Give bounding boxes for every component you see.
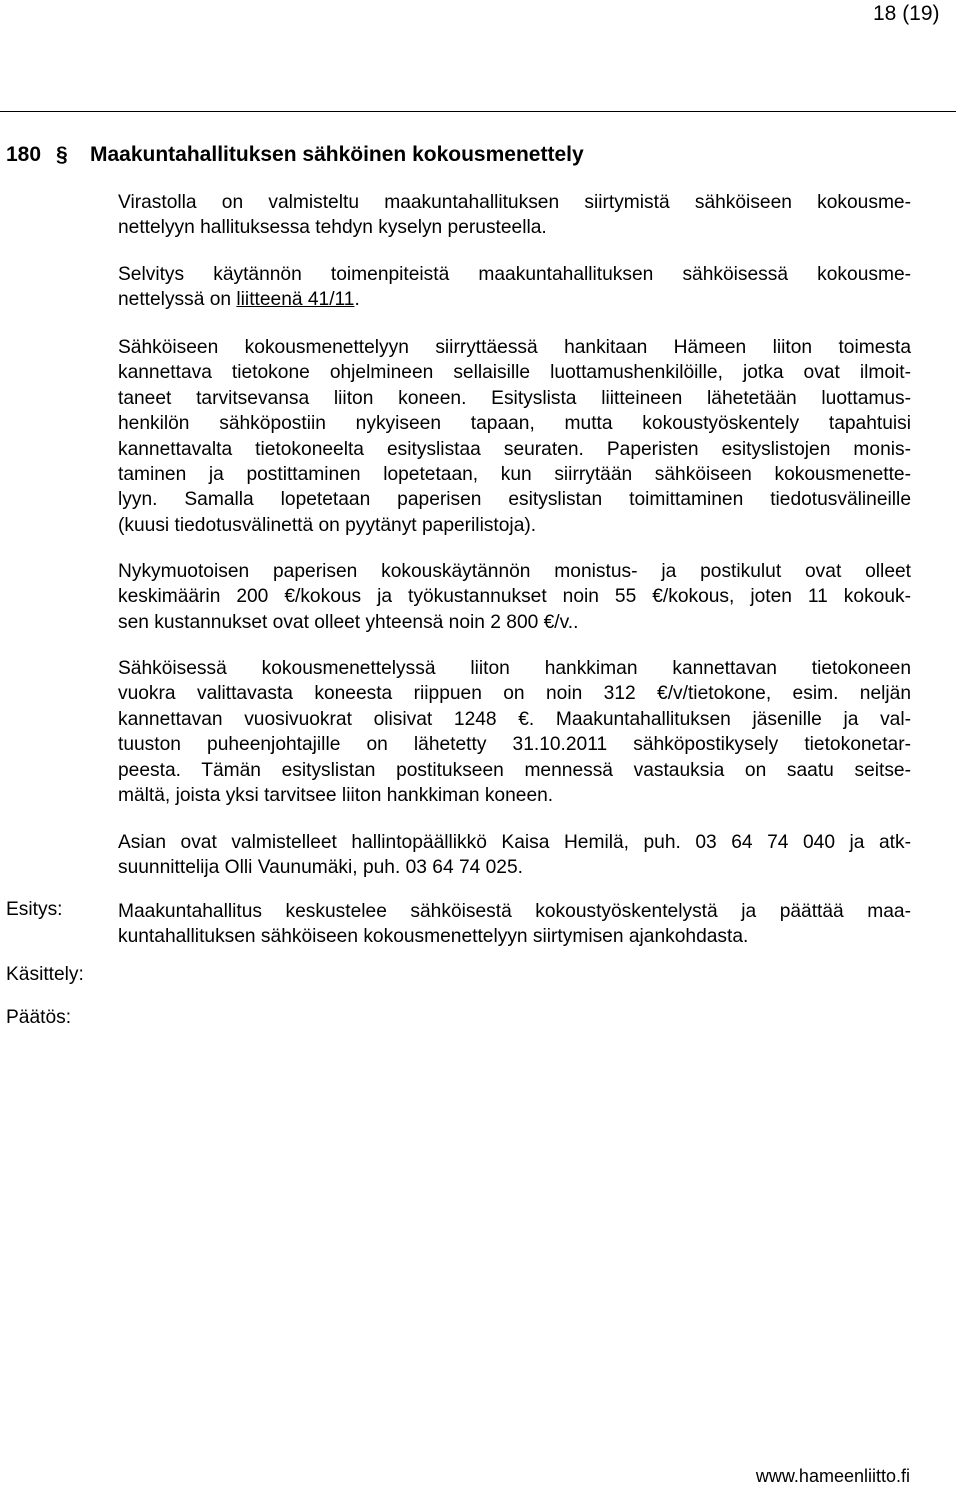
proposal-text (118, 899, 911, 950)
text-line: vuokra valittavasta koneesta riippuen on noin 312 €/v/tietokone, esim. neljän (118, 683, 911, 705)
text-line: suunnittelija Olli Vaunumäki, puh. 03 64 74 025. (118, 857, 523, 879)
section-title: Maakuntahallituksen sähköinen kokousmenettely (90, 143, 584, 166)
text-line: kuntahallituksen sähköiseen kokousmenettelyyn siirtymisen ajankohdasta. (118, 926, 749, 948)
attachment-link[interactable]: liitteenä 41/11 (236, 289, 355, 311)
text-line: taneet tarvitsevansa liiton koneen. Esityslista liitteineen lähetetään luottamus- (118, 387, 911, 409)
paragraph-preparers (118, 830, 911, 881)
text-segment: . (354, 289, 360, 311)
header-date-label: Kokouspäivämäärä (372, 50, 518, 69)
section-number: 180 (6, 143, 42, 166)
text-line: taminen ja postittaminen lopetetaan, kun siirrytään sähköiseen kokousmenette- (118, 464, 911, 486)
text-line: keskimäärin 200 €/kokous ja työkustannukset noin 55 €/kokous, joten 11 kokouk- (118, 586, 911, 608)
text-line: Asian ovat valmistelleet hallintopäällikkö Kaisa Hemilä, puh. 03 64 74 040 ja atk- (118, 832, 911, 853)
footer-website-link[interactable]: www.hameenliitto.fi (755, 1466, 910, 1486)
header-meeting-number: 10/2011 (655, 10, 740, 37)
label-decision: Päätös: (6, 1007, 72, 1028)
text-line: kannettavan vuosivuokrat olisivat 1248 €. Maakuntahallituksen jäsenille ja val- (118, 708, 911, 730)
header-body-name: Maakuntahallitus (5, 71, 178, 97)
text-line: Selvitys käytännön toimenpiteistä maakuntahallituksen sähköisessä kokousme- (118, 264, 911, 285)
text-line: tuuston puheenjohtajille on lähetetty 31.10.2011 sähköpostikysely tietokonetar- (118, 734, 911, 756)
text-line (118, 287, 911, 312)
text-line: Sähköiseen kokousmenettelyyn siirryttäessä hankitaan Hämeen liiton toimesta (118, 337, 911, 358)
header-divider (0, 111, 956, 112)
text-line: Maakuntahallitus keskustelee sähköisestä kokoustyöskentelystä ja päättää maa- (118, 901, 911, 922)
text-line: mältä, joista yksi tarvitsee liiton hankkiman koneen. (118, 785, 554, 807)
text-line: Sähköisessä kokousmenettelyssä liiton hankkiman kannettavan tietokoneen (118, 658, 911, 679)
text-line: henkilön sähköpostiin nykyiseen tapaan, mutta kokoustyöskentely tapahtuisi (118, 413, 911, 435)
text-line: kannettava tietokone ohjelmineen sellaisille luottamushenkilöille, jotka ovat ilmoit- (118, 362, 911, 384)
text-line: (kuusi tiedotusvälinettä on pyytänyt paperilistoja). (118, 514, 537, 536)
text-line: kannettavalta tietokoneelta esityslistaa seuraten. Paperisten esityslistojen monis- (118, 438, 911, 460)
paragraph-procurement (118, 335, 911, 538)
header-document-type: Esityslista (372, 10, 491, 37)
text-line: nettelyyn hallituksessa tehdyn kyselyn perusteella. (118, 217, 547, 239)
text-line: lyyn. Samalla lopetetaan paperisen esityslistan toimittaminen tiedotusvälineille (118, 489, 911, 511)
paragraph-costs (118, 559, 911, 635)
header-date: 14.11.2011 (372, 71, 484, 97)
paragraph-report (118, 262, 911, 313)
text-line: peesta. Tämän esityslistan postitukseen mennessä vastauksia on saatu seitse- (118, 759, 911, 781)
paragraph-rental (118, 656, 911, 808)
header-organization: Hämeen liitto (5, 10, 156, 37)
paragraph-intro (118, 190, 911, 241)
text-line: Virastolla on valmisteltu maakuntahallituksen siirtymistä sähköiseen kokousme- (118, 192, 911, 213)
page-number: 18 (19) (873, 2, 940, 25)
label-proposal: Esitys: (6, 899, 63, 920)
paragraph-sign: § (56, 143, 68, 166)
text-line: Nykymuotoisen paperisen kokouskäytännön monistus- ja postikulut ovat olleet (118, 561, 911, 582)
label-handling: Käsittely: (6, 964, 84, 985)
text-line: sen kustannukset ovat olleet yhteensä noin 2 800 €/v.. (118, 611, 579, 633)
text-segment: nettelyssä on (118, 289, 237, 311)
